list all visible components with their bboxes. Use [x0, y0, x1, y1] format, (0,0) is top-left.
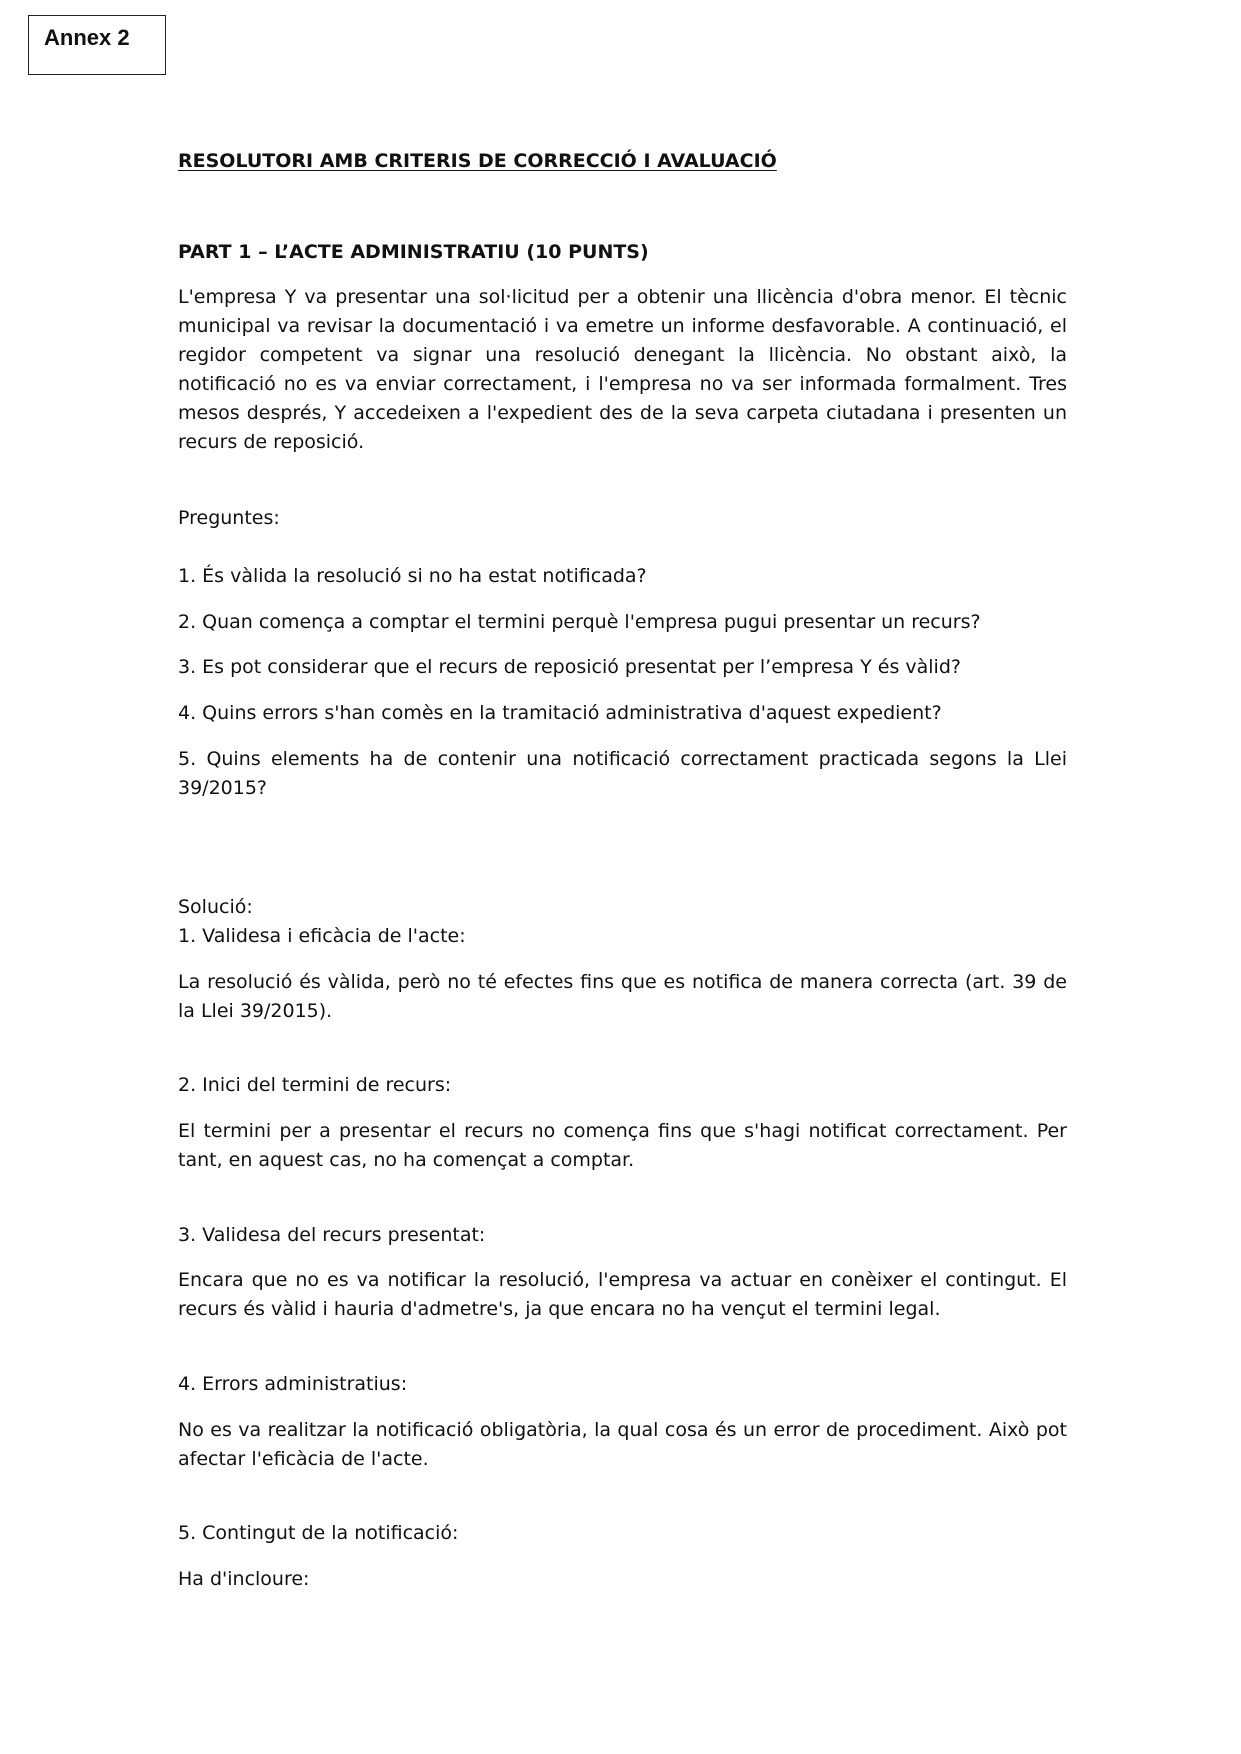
part1-heading: PART 1 – L’ACTE ADMINISTRATIU (10 PUNTS)	[178, 241, 649, 263]
solution-3-heading: 3. Validesa del recurs presentat:	[178, 1224, 486, 1246]
question-3: 3. Es pot considerar que el recurs de reposició presentat per l’empresa Y és vàlid?	[178, 656, 961, 678]
solution-4-text: No es va realitzar la notificació obligatòria, la qual cosa és un error de procediment. Això pot afectar l'eficàcia de l'acte.	[178, 1419, 1067, 1470]
solution-5-text: Ha d'incloure:	[178, 1568, 310, 1590]
document-title: RESOLUTORI AMB CRITERIS DE CORRECCIÓ I AVALUACIÓ	[178, 150, 777, 172]
solution-5-heading: 5. Contingut de la notificació:	[178, 1522, 459, 1544]
solution-4-heading: 4. Errors administratius:	[178, 1373, 408, 1395]
solution-2-heading: 2. Inici del termini de recurs:	[178, 1074, 452, 1096]
solution-heading: Solució:	[178, 896, 253, 918]
question-1: 1. És vàlida la resolució si no ha estat notificada?	[178, 565, 647, 587]
part1-statement: L'empresa Y va presentar una sol·licitud per a obtenir una llicència d'obra menor. El tècnic municipal va revisar la documentació i va emetre un informe desfavorable. A continuació, el regidor competent va signar una resolució denegant la llicència. No obstant això, la notificació no es va enviar correctament, i l'empresa no va ser informada formalment. Tres mesos després, Y accedeixen a l'expedient des de la seva carpeta ciutadana i presenten un recurs de reposició.	[178, 286, 1067, 453]
solution-1-text: La resolució és vàlida, però no té efectes fins que es notifica de manera correcta (art. 39 de la Llei 39/2015).	[178, 971, 1067, 1022]
solution-2-text: El termini per a presentar el recurs no comença fins que s'hagi notificat correctament. Per tant, en aquest cas, no ha començat a comptar.	[178, 1120, 1067, 1171]
question-2: 2. Quan comença a comptar el termini perquè l'empresa pugui presentar un recurs?	[178, 611, 981, 633]
annex-label-box	[28, 15, 166, 75]
solution-1-heading: 1. Validesa i eficàcia de l'acte:	[178, 925, 466, 947]
questions-heading: Preguntes:	[178, 507, 280, 529]
question-5: 5. Quins elements ha de contenir una notificació correctament practicada segons la Llei 39/2015?	[178, 748, 1067, 799]
annex-label: Annex 2	[44, 25, 130, 50]
question-4: 4. Quins errors s'han comès en la tramitació administrativa d'aquest expedient?	[178, 702, 942, 724]
solution-3-text: Encara que no es va notificar la resolució, l'empresa va actuar en conèixer el contingut. El recurs és vàlid i hauria d'admetre's, ja que encara no ha vençut el termini legal.	[178, 1269, 1067, 1320]
